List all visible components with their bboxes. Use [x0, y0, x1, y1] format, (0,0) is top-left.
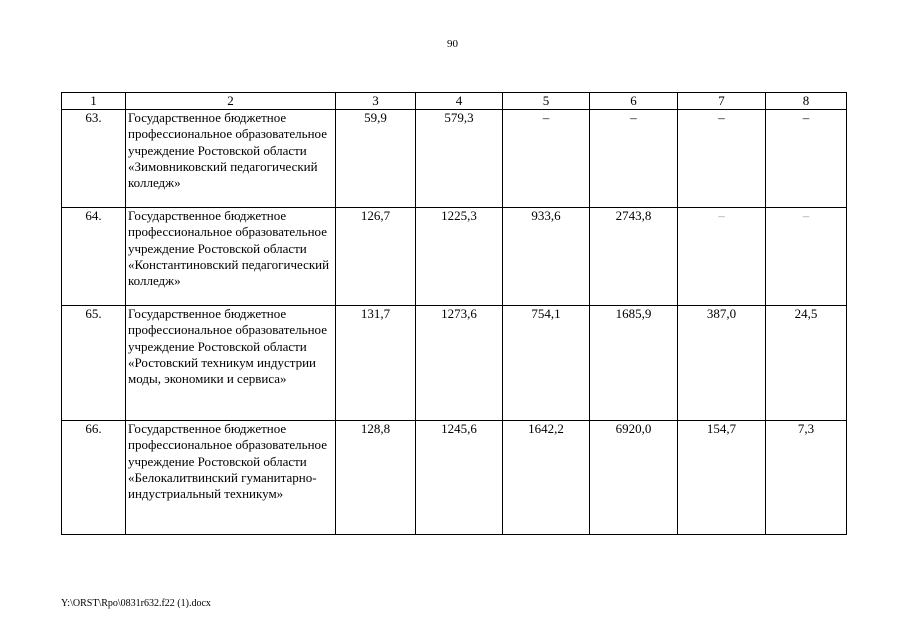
row-number: 66. [62, 421, 126, 535]
header-row [62, 93, 847, 110]
value-cell: – [590, 110, 678, 208]
column-header: 8 [766, 93, 847, 110]
row-number: 65. [62, 306, 126, 421]
institution-name: Государственное бюджетное профессиональное образовательное учреждение Ростовской области «Зимовниковский педагогический колледж» [126, 110, 336, 208]
footer-file-path: Y:\ORST\Rpo\0831r632.f22 (1).docx [61, 598, 211, 609]
value-cell: 59,9 [336, 110, 416, 208]
value-cell: – [503, 110, 590, 208]
page-number: 90 [447, 38, 458, 50]
value-cell: 1642,2 [503, 421, 590, 535]
column-header: 2 [126, 93, 336, 110]
institution-name: Государственное бюджетное профессиональное образовательное учреждение Ростовской области «Ростовский техникум индустрии моды, экономики и сервиса» [126, 306, 336, 421]
value-cell: 7,3 [766, 421, 847, 535]
value-cell: 933,6 [503, 208, 590, 306]
column-header: 3 [336, 93, 416, 110]
value-cell: 579,3 [416, 110, 503, 208]
row-number: 63. [62, 110, 126, 208]
value-cell: 131,7 [336, 306, 416, 421]
table-row [62, 110, 847, 208]
table-row [62, 421, 847, 535]
value-cell: 1273,6 [416, 306, 503, 421]
column-header: 4 [416, 93, 503, 110]
value-cell: – [678, 110, 766, 208]
data-table [61, 92, 847, 535]
value-cell: 1245,6 [416, 421, 503, 535]
institution-name: Государственное бюджетное профессиональное образовательное учреждение Ростовской области «Константиновский педагогический колледж» [126, 208, 336, 306]
table-row [62, 306, 847, 421]
column-header: 5 [503, 93, 590, 110]
value-cell: 24,5 [766, 306, 847, 421]
value-cell: 1225,3 [416, 208, 503, 306]
value-cell: 6920,0 [590, 421, 678, 535]
value-cell: 1685,9 [590, 306, 678, 421]
value-cell: 387,0 [678, 306, 766, 421]
value-cell: 754,1 [503, 306, 590, 421]
value-cell: – [766, 208, 847, 306]
value-cell: – [678, 208, 766, 306]
column-header: 1 [62, 93, 126, 110]
value-cell: – [766, 110, 847, 208]
row-number: 64. [62, 208, 126, 306]
institution-name: Государственное бюджетное профессиональное образовательное учреждение Ростовской области «Белокалитвинский гуманитарно-индустриальный техникум» [126, 421, 336, 535]
value-cell: 128,8 [336, 421, 416, 535]
value-cell: 154,7 [678, 421, 766, 535]
column-header: 7 [678, 93, 766, 110]
value-cell: 2743,8 [590, 208, 678, 306]
value-cell: 126,7 [336, 208, 416, 306]
column-header: 6 [590, 93, 678, 110]
table-row [62, 208, 847, 306]
